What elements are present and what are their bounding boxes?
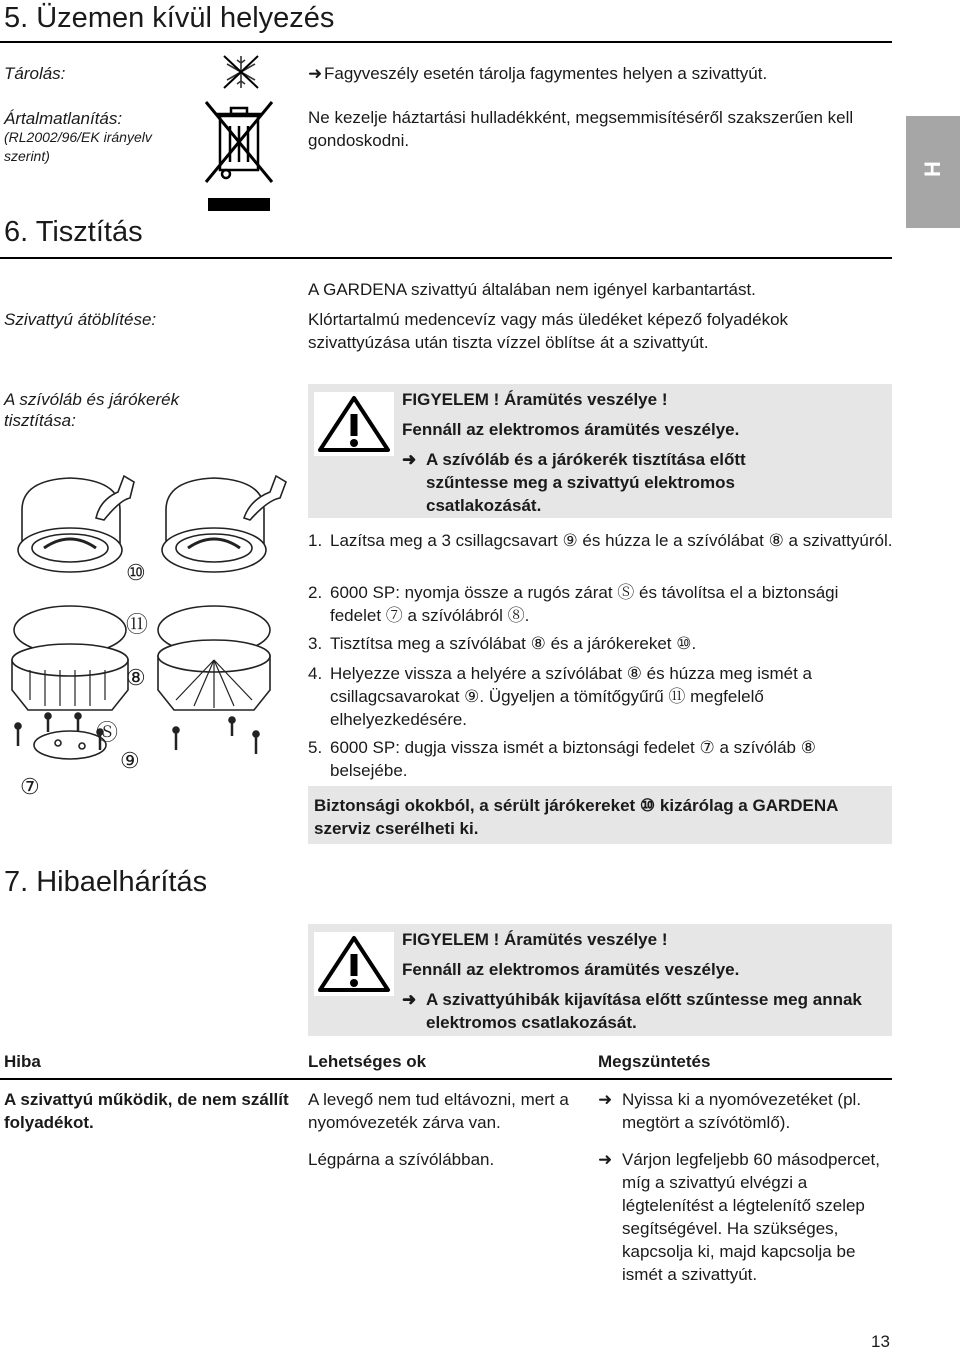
callout-s: Ⓢ — [96, 720, 119, 745]
step-number: 5. — [308, 738, 323, 757]
safety-note: Biztonsági okokból, a sérült járókereket ⑩ kizárólag a GARDENA szerviz cserélheti ki. — [314, 796, 838, 838]
arrow-right-icon: ➜ — [402, 450, 417, 469]
rinse-label: Szivattyú átöblítése: — [4, 310, 157, 329]
step-text: Helyezze vissza a helyére a szívólábat ⑧ és húzza meg ismét a csillagcsavarokat ⑨. Ügyeljen a tömítőgyűrű ⑪ megfelelő elhelyezkedésére. — [330, 664, 813, 729]
table-header-rule — [0, 1078, 892, 1080]
table-header-problem: Hiba — [4, 1052, 41, 1071]
storage-text — [308, 62, 767, 85]
rinse-line-1: A GARDENA szivattyú általában nem igényel karbantartást. — [308, 280, 756, 299]
callout-7: ⑦ — [20, 774, 40, 799]
warning-triangle-icon — [314, 932, 394, 1001]
step-number: 2. — [308, 583, 323, 602]
callout-9: ⑨ — [120, 748, 140, 773]
arrow-right-icon: ➜ — [598, 1150, 613, 1169]
table-header-cause: Lehetséges ok — [308, 1052, 427, 1071]
warning-line-3 — [402, 988, 882, 1034]
problem-cell: A szivattyú működik, de nem szállít folyadékot. — [4, 1090, 289, 1132]
cause-cell-2: Légpárna a szívólábban. — [308, 1150, 495, 1169]
disposal-directive: (RL2002/96/EK irányelv szerint) — [4, 129, 152, 164]
section-5-rule — [0, 41, 892, 43]
fix-cell-2 — [598, 1148, 898, 1286]
language-tab-label: H — [920, 161, 945, 177]
rinse-line-2: Klórtartalmú medencevíz vagy más üledéket képező folyadékok szivattyúzása után tiszta vízzel öblítse át a szivattyút. — [308, 310, 789, 352]
warning-line-2: Fennáll az elektromos áramütés veszélye. — [402, 960, 740, 979]
step-number: 1. — [308, 531, 323, 550]
arrow-right-icon: ➜ — [308, 64, 323, 83]
step-text: Tisztítsa meg a szívólábat ⑧ és a járókereket ⑩. — [330, 634, 697, 653]
callout-10: ⑩ — [126, 560, 146, 585]
step-text: 6000 SP: nyomja össze a rugós zárat Ⓢ és távolítsa el a biztonsági fedelet ⑦ a szívólábról ⑧. — [330, 583, 839, 625]
warning-box-cleaning — [308, 384, 892, 518]
language-tab-h — [906, 116, 960, 228]
step-text: 6000 SP: dugja vissza ismét a biztonsági fedelet ⑦ a szívóláb ⑧ belsejébe. — [330, 738, 816, 780]
fix-text-1: Nyissa ki a nyomóvezetéket (pl. megtört a szívótömlő). — [622, 1090, 862, 1132]
warning-line-3-text: A szívóláb és a járókerék tisztítása előtt szűntesse meg a szivattyú elektromos csatlakozását. — [426, 450, 746, 515]
section-6-rule — [0, 257, 892, 259]
callout-11: ⑪ — [126, 612, 149, 637]
cause-cell-1: A levegő nem tud eltávozni, mert a nyomóvezeték zárva van. — [308, 1090, 569, 1132]
section-7-title: 7. Hibaelhárítás — [4, 866, 208, 898]
section-6-title: 6. Tisztítás — [4, 216, 143, 248]
step-4 — [308, 662, 893, 731]
step-number: 4. — [308, 664, 323, 683]
fix-text-2: Várjon legfeljebb 60 másodpercet, míg a szivattyú elvégzi a légtelenítést a légtelenítő szelep segítségével. Ha szükséges, kapcsolja ki, majd kapcsolja be ismét a szivattyút. — [622, 1150, 880, 1284]
warning-triangle-icon — [314, 392, 394, 461]
no-frost-icon — [220, 52, 262, 97]
warning-line-1: FIGYELEM ! Áramütés veszélye ! — [402, 390, 668, 409]
page-number: 13 — [871, 1332, 890, 1351]
arrow-right-icon: ➜ — [402, 990, 417, 1009]
step-1 — [308, 529, 893, 575]
storage-label: Tárolás: — [4, 64, 66, 83]
warning-line-3 — [402, 448, 802, 517]
step-5 — [308, 736, 893, 782]
step-2 — [308, 581, 893, 627]
callout-8: ⑧ — [126, 665, 146, 690]
clean-label: A szívóláb és járókerék tisztítása: — [4, 390, 180, 430]
step-text: Lazítsa meg a 3 csillagcsavart ⑨ és húzza le a szívólábat ⑧ a szivattyúról. — [330, 531, 893, 550]
arrow-right-icon: ➜ — [598, 1090, 613, 1109]
crossed-bin-icon — [202, 96, 276, 219]
table-header-fix: Megszüntetés — [598, 1052, 711, 1071]
warning-line-3-text: A szivattyúhibák kijavítása előtt szűntesse meg annak elektromos csatlakozását. — [426, 990, 862, 1032]
step-number: 3. — [308, 634, 323, 653]
safety-note-box — [308, 786, 892, 844]
warning-line-1: FIGYELEM ! Áramütés veszélye ! — [402, 930, 668, 949]
fix-cell-1 — [598, 1088, 898, 1134]
warning-line-2: Fennáll az elektromos áramütés veszélye. — [402, 420, 740, 439]
step-3 — [308, 632, 893, 655]
disposal-text: Ne kezelje háztartási hulladékként, megsemmisítéséről szakszerűen kell gondoskodni. — [308, 108, 854, 150]
pump-foot-illustration — [0, 470, 300, 815]
storage-text-body: Fagyveszély esetén tárolja fagymentes helyen a szivattyút. — [324, 64, 768, 83]
warning-box-troubleshooting — [308, 924, 892, 1036]
disposal-label: Ártalmatlanítás: — [4, 109, 123, 128]
section-5-title: 5. Üzemen kívül helyezés — [4, 2, 335, 34]
